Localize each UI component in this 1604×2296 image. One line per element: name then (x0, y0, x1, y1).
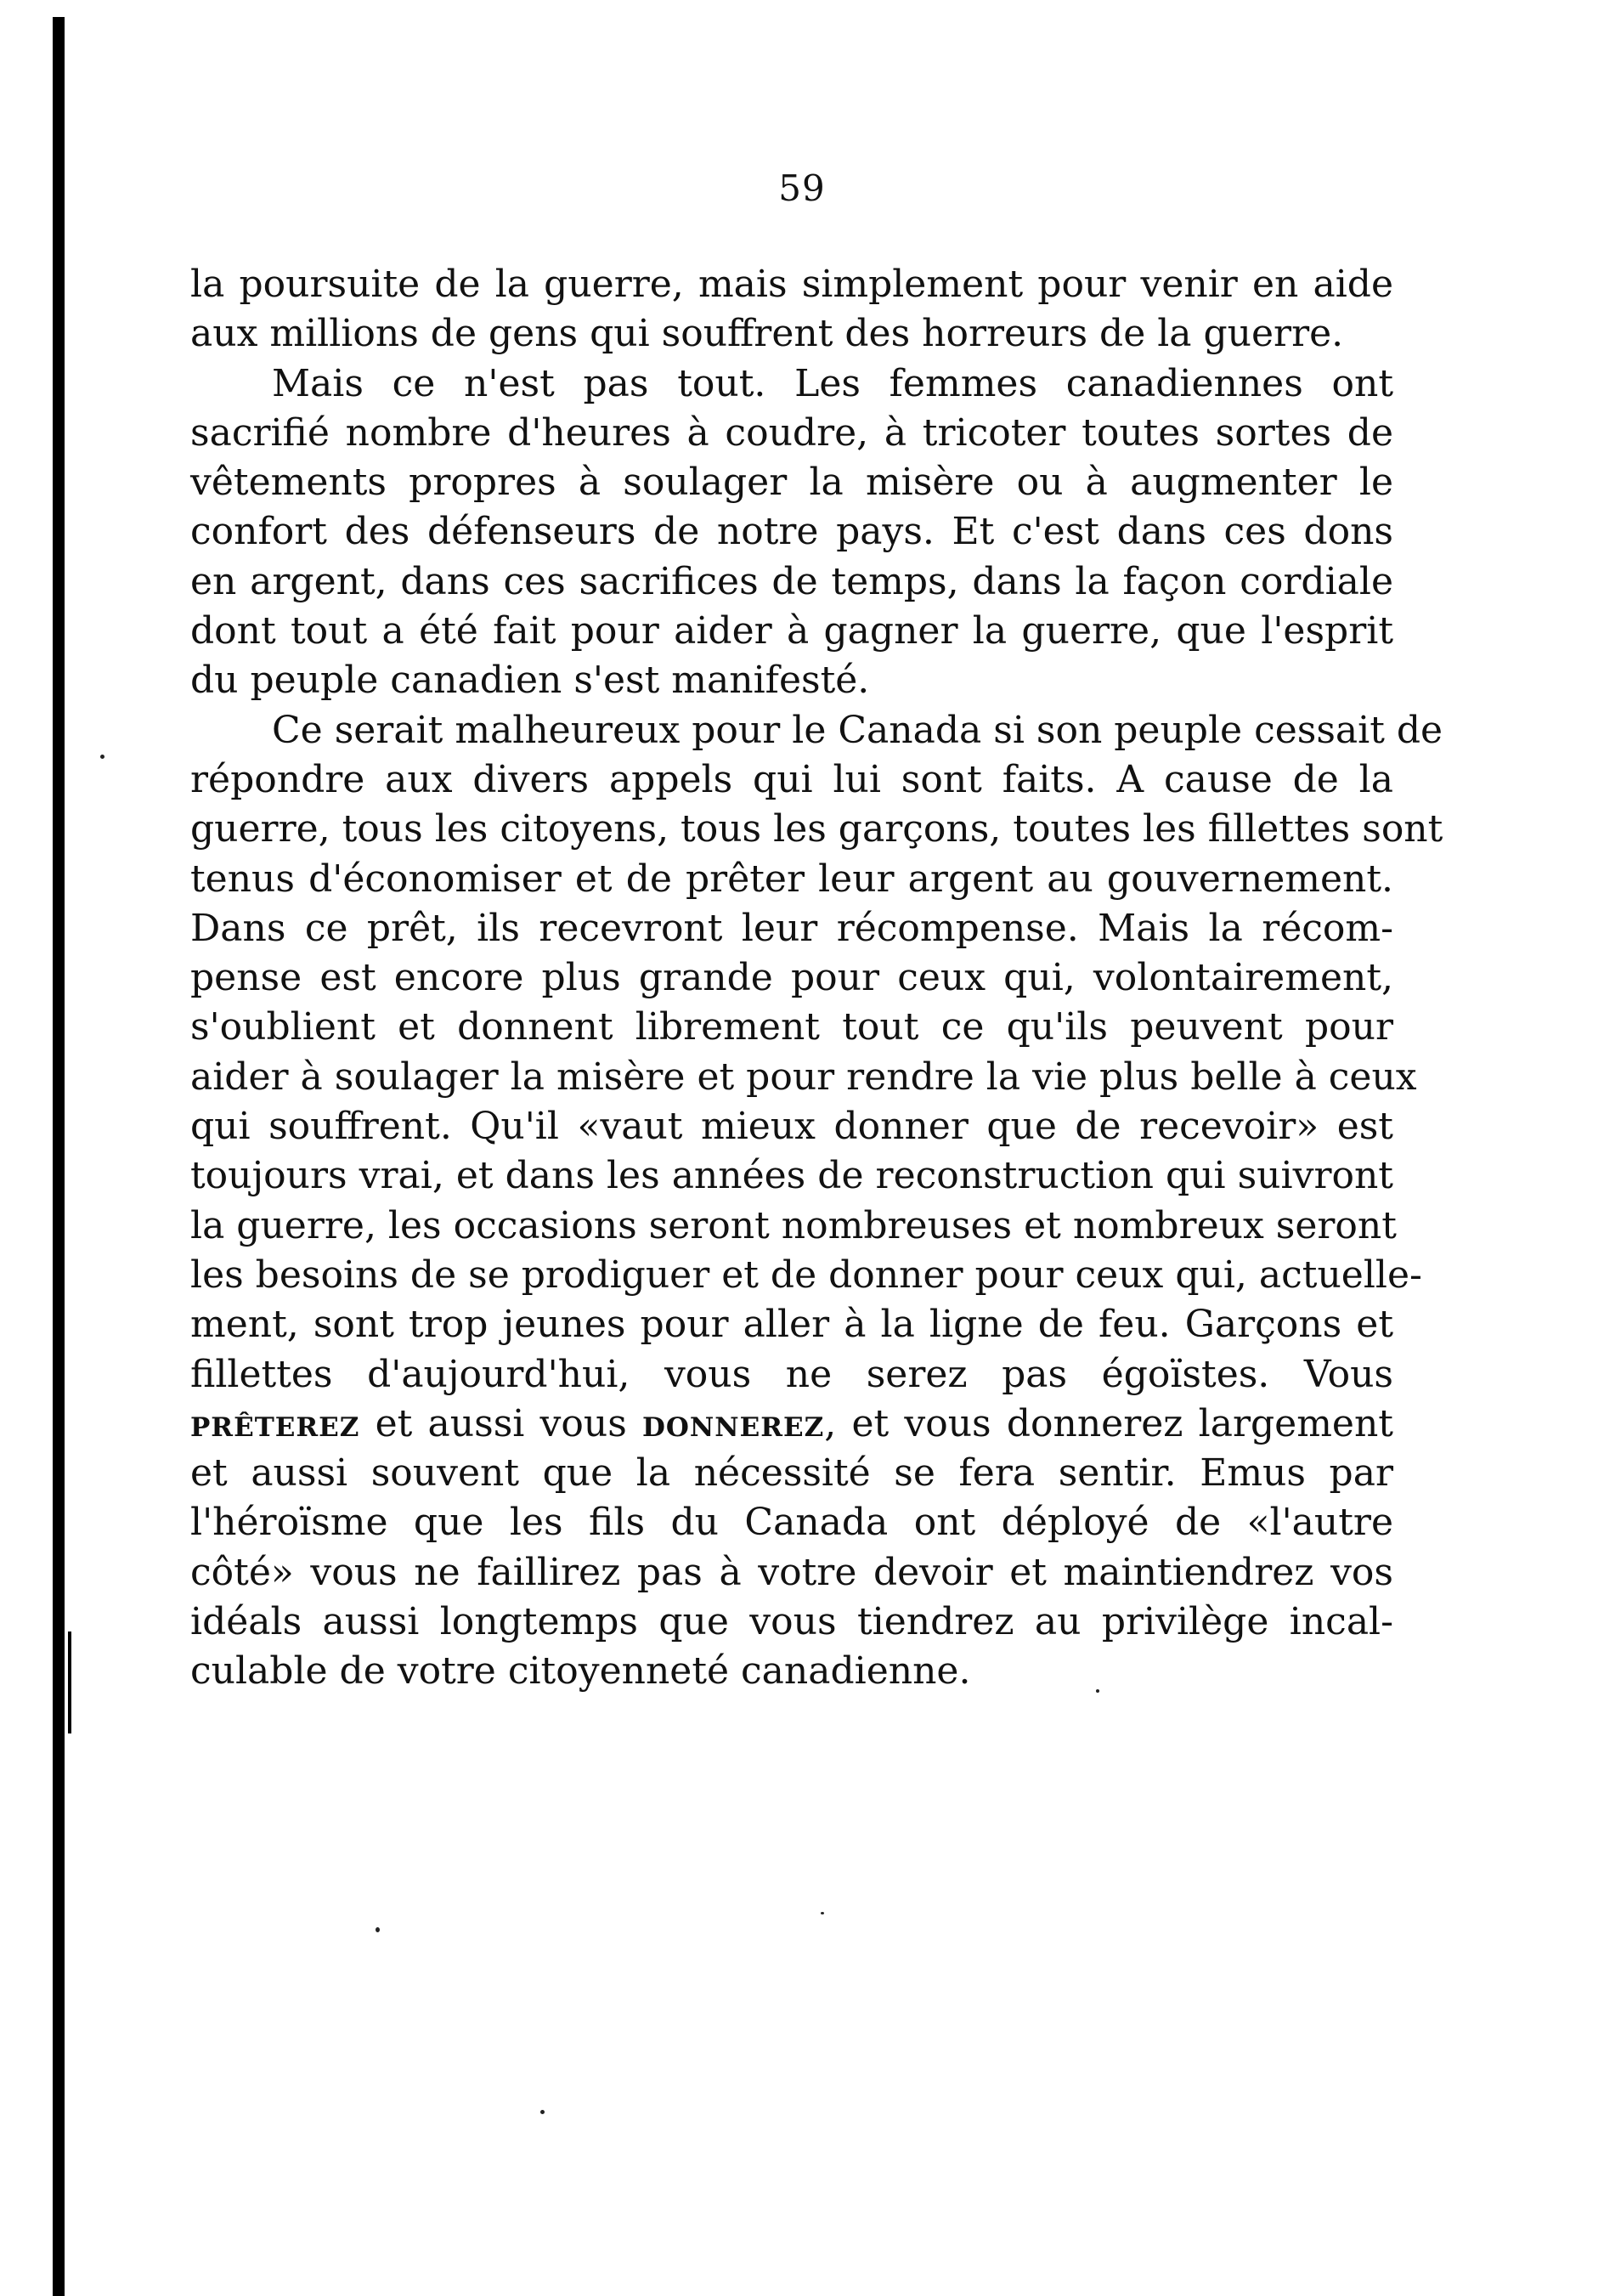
text-line: ment, sont trop jeunes pour aller à la ligne de feu. Garçons et (190, 1303, 1393, 1347)
text-line: culable de votre citoyenneté canadienne. (190, 1649, 971, 1694)
text-line: tenus d'économiser et de prêter leur argent au gouvernement. (190, 857, 1393, 901)
text-line: répondre aux divers appels qui lui sont faits. A cause de la (190, 757, 1393, 801)
body-text (190, 260, 1443, 1697)
text-line: guerre, tous les citoyens, tous les garçons, toutes les fillettes sont (190, 807, 1443, 851)
text-line: du peuple canadien s'est manifesté. (190, 659, 870, 703)
text-line: les besoins de se prodiguer et de donner pour ceux qui, actuelle- (190, 1253, 1422, 1297)
text-line: dont tout a été fait pour aider à gagner la guerre, que l'esprit (190, 609, 1393, 653)
text-segment: , et vous donnerez largement (824, 1401, 1393, 1445)
scan-speck (100, 755, 104, 759)
page-number: 59 (778, 167, 826, 209)
text-line: toujours vrai, et dans les années de reconstruction qui suivront (190, 1154, 1393, 1198)
text-line: côté» vous ne faillirez pas à votre devoir et maintiendrez vos (190, 1550, 1393, 1594)
text-segment: et aussi vous (359, 1401, 643, 1445)
text-line: la poursuite de la guerre, mais simplement pour venir en aide (190, 263, 1393, 306)
text-line: fillettes d'aujourd'hui, vous ne serez pas égoïstes. Vous (190, 1352, 1393, 1396)
emphasis-preterez: prêterez (190, 1401, 360, 1445)
text-line: aider à soulager la misère et pour rendre la vie plus belle à ceux (190, 1055, 1417, 1099)
text-line: s'oublient et donnent librement tout ce qu'ils peuvent pour (190, 1005, 1393, 1049)
text-line: Mais ce n'est pas tout. Les femmes canadiennes ont (272, 361, 1393, 405)
text-line: en argent, dans ces sacrifices de temps, dans la façon cordiale (190, 559, 1393, 603)
text-line: vêtements propres à soulager la misère ou à augmenter le (190, 461, 1393, 505)
text-line: qui souffrent. Qu'il «vaut mieux donner que de recevoir» est (190, 1105, 1393, 1149)
text-line: idéals aussi longtemps que vous tiendrez au privilège incal- (190, 1600, 1393, 1644)
scan-speck (821, 1912, 824, 1914)
emphasis-donnerez: donnerez (642, 1401, 825, 1445)
scan-speck (540, 2110, 545, 2114)
text-line: la guerre, les occasions seront nombreuses et nombreux seront (190, 1203, 1397, 1247)
text-line: et aussi souvent que la nécessité se fera sentir. Emus par (190, 1451, 1393, 1496)
text-line: Dans ce prêt, ils recevront leur récompense. Mais la récom- (190, 906, 1393, 950)
text-line: l'héroïsme que les fils du Canada ont déployé de «l'autre (190, 1501, 1393, 1545)
scan-speck (1096, 1689, 1099, 1693)
text-line: sacrifié nombre d'heures à coudre, à tricoter toutes sortes de (190, 410, 1393, 455)
text-line-emphasis (190, 1400, 1393, 1449)
text-line: aux millions de gens qui souffrent des horreurs de la guerre. (190, 312, 1344, 356)
text-line: pense est encore plus grande pour ceux qui, volontairement, (190, 956, 1393, 1000)
scan-speck (376, 1927, 380, 1932)
text-line: confort des défenseurs de notre pays. Et c'est dans ces dons (190, 510, 1393, 554)
binding-edge (53, 17, 65, 2296)
text-line: Ce serait malheureux pour le Canada si son peuple cessait de (272, 708, 1443, 752)
